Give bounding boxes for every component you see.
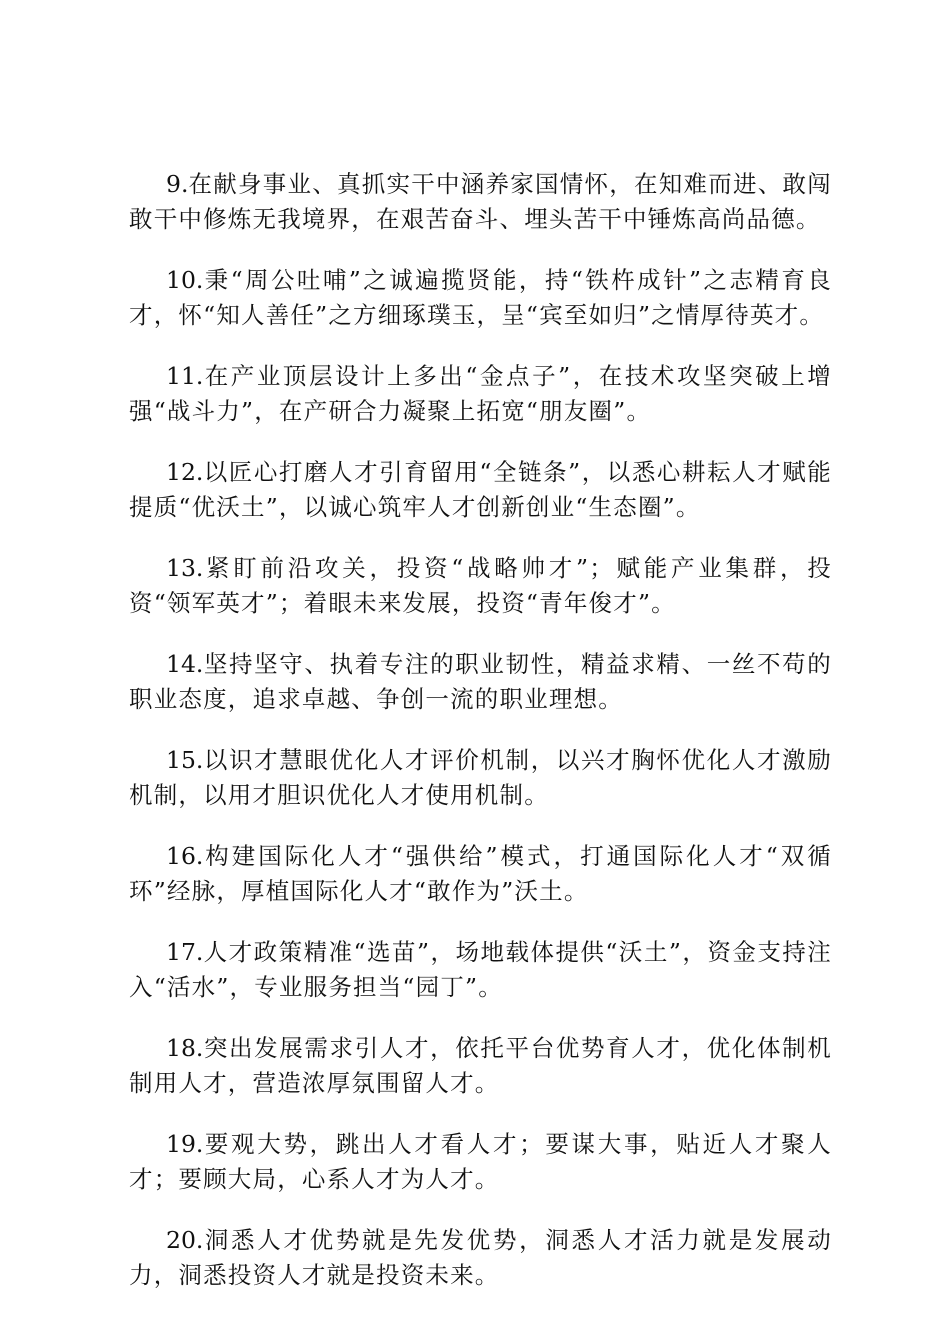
paragraph-18 xyxy=(129,1031,832,1101)
paragraph-14 xyxy=(129,647,832,717)
paragraph-19 xyxy=(129,1127,832,1197)
paragraph-number: 17. xyxy=(166,938,204,966)
paragraph-17 xyxy=(129,935,832,1005)
paragraph-text: 构建国际化人才“强供给”模式，打通国际化人才“双循环”经脉，厚植国际化人才“敢作为”沃土。 xyxy=(129,842,832,905)
paragraph-text: 以识才慧眼优化人才评价机制，以兴才胸怀优化人才激励机制，以用才胆识优化人才使用机制。 xyxy=(129,746,832,809)
paragraph-number: 9. xyxy=(166,170,189,198)
paragraph-number: 12. xyxy=(166,458,204,486)
paragraph-text: 洞悉人才优势就是先发优势，洞悉人才活力就是发展动力，洞悉投资人才就是投资未来。 xyxy=(129,1226,832,1289)
paragraph-number: 15. xyxy=(166,746,204,774)
paragraph-text: 在献身事业、真抓实干中涵养家国情怀，在知难而进、敢闯敢干中修炼无我境界，在艰苦奋斗、埋头苦干中锤炼高尚品德。 xyxy=(129,170,832,233)
paragraph-number: 18. xyxy=(166,1034,204,1062)
paragraph-text: 人才政策精准“选苗”，场地载体提供“沃土”，资金支持注入“活水”，专业服务担当“园丁”。 xyxy=(129,938,832,1001)
paragraph-number: 10. xyxy=(166,266,204,294)
paragraph-10 xyxy=(129,263,832,333)
paragraph-15 xyxy=(129,743,832,813)
paragraph-number: 14. xyxy=(166,650,204,678)
paragraph-text: 以匠心打磨人才引育留用“全链条”，以悉心耕耘人才赋能提质“优沃土”，以诚心筑牢人才创新创业“生态圈”。 xyxy=(129,458,832,521)
paragraph-number: 20. xyxy=(166,1226,204,1254)
paragraph-13 xyxy=(129,551,832,621)
paragraph-9 xyxy=(129,167,832,237)
paragraph-number: 19. xyxy=(166,1130,204,1158)
paragraph-text: 突出发展需求引人才，依托平台优势育人才，优化体制机制用人才，营造浓厚氛围留人才。 xyxy=(129,1034,832,1097)
paragraph-text: 要观大势，跳出人才看人才；要谋大事，贴近人才聚人才；要顾大局，心系人才为人才。 xyxy=(129,1130,832,1193)
paragraph-12 xyxy=(129,455,832,525)
document-body xyxy=(129,167,832,1319)
paragraph-20 xyxy=(129,1223,832,1293)
paragraph-text: 紧盯前沿攻关，投资“战略帅才”；赋能产业集群，投资“领军英才”；着眼未来发展，投资“青年俊才”。 xyxy=(129,554,832,617)
paragraph-number: 13. xyxy=(166,554,204,582)
paragraph-number: 16. xyxy=(166,842,204,870)
paragraph-16 xyxy=(129,839,832,909)
paragraph-text: 秉“周公吐哺”之诚遍揽贤能，持“铁杵成针”之志精育良才，怀“知人善任”之方细琢璞玉，呈“宾至如归”之情厚待英才。 xyxy=(129,266,832,329)
paragraph-text: 在产业顶层设计上多出“金点子”，在技术攻坚突破上增强“战斗力”，在产研合力凝聚上拓宽“朋友圈”。 xyxy=(129,362,832,425)
paragraph-number: 11. xyxy=(166,362,204,390)
paragraph-11 xyxy=(129,359,832,429)
paragraph-text: 坚持坚守、执着专注的职业韧性，精益求精、一丝不苟的职业态度，追求卓越、争创一流的职业理想。 xyxy=(129,650,832,713)
